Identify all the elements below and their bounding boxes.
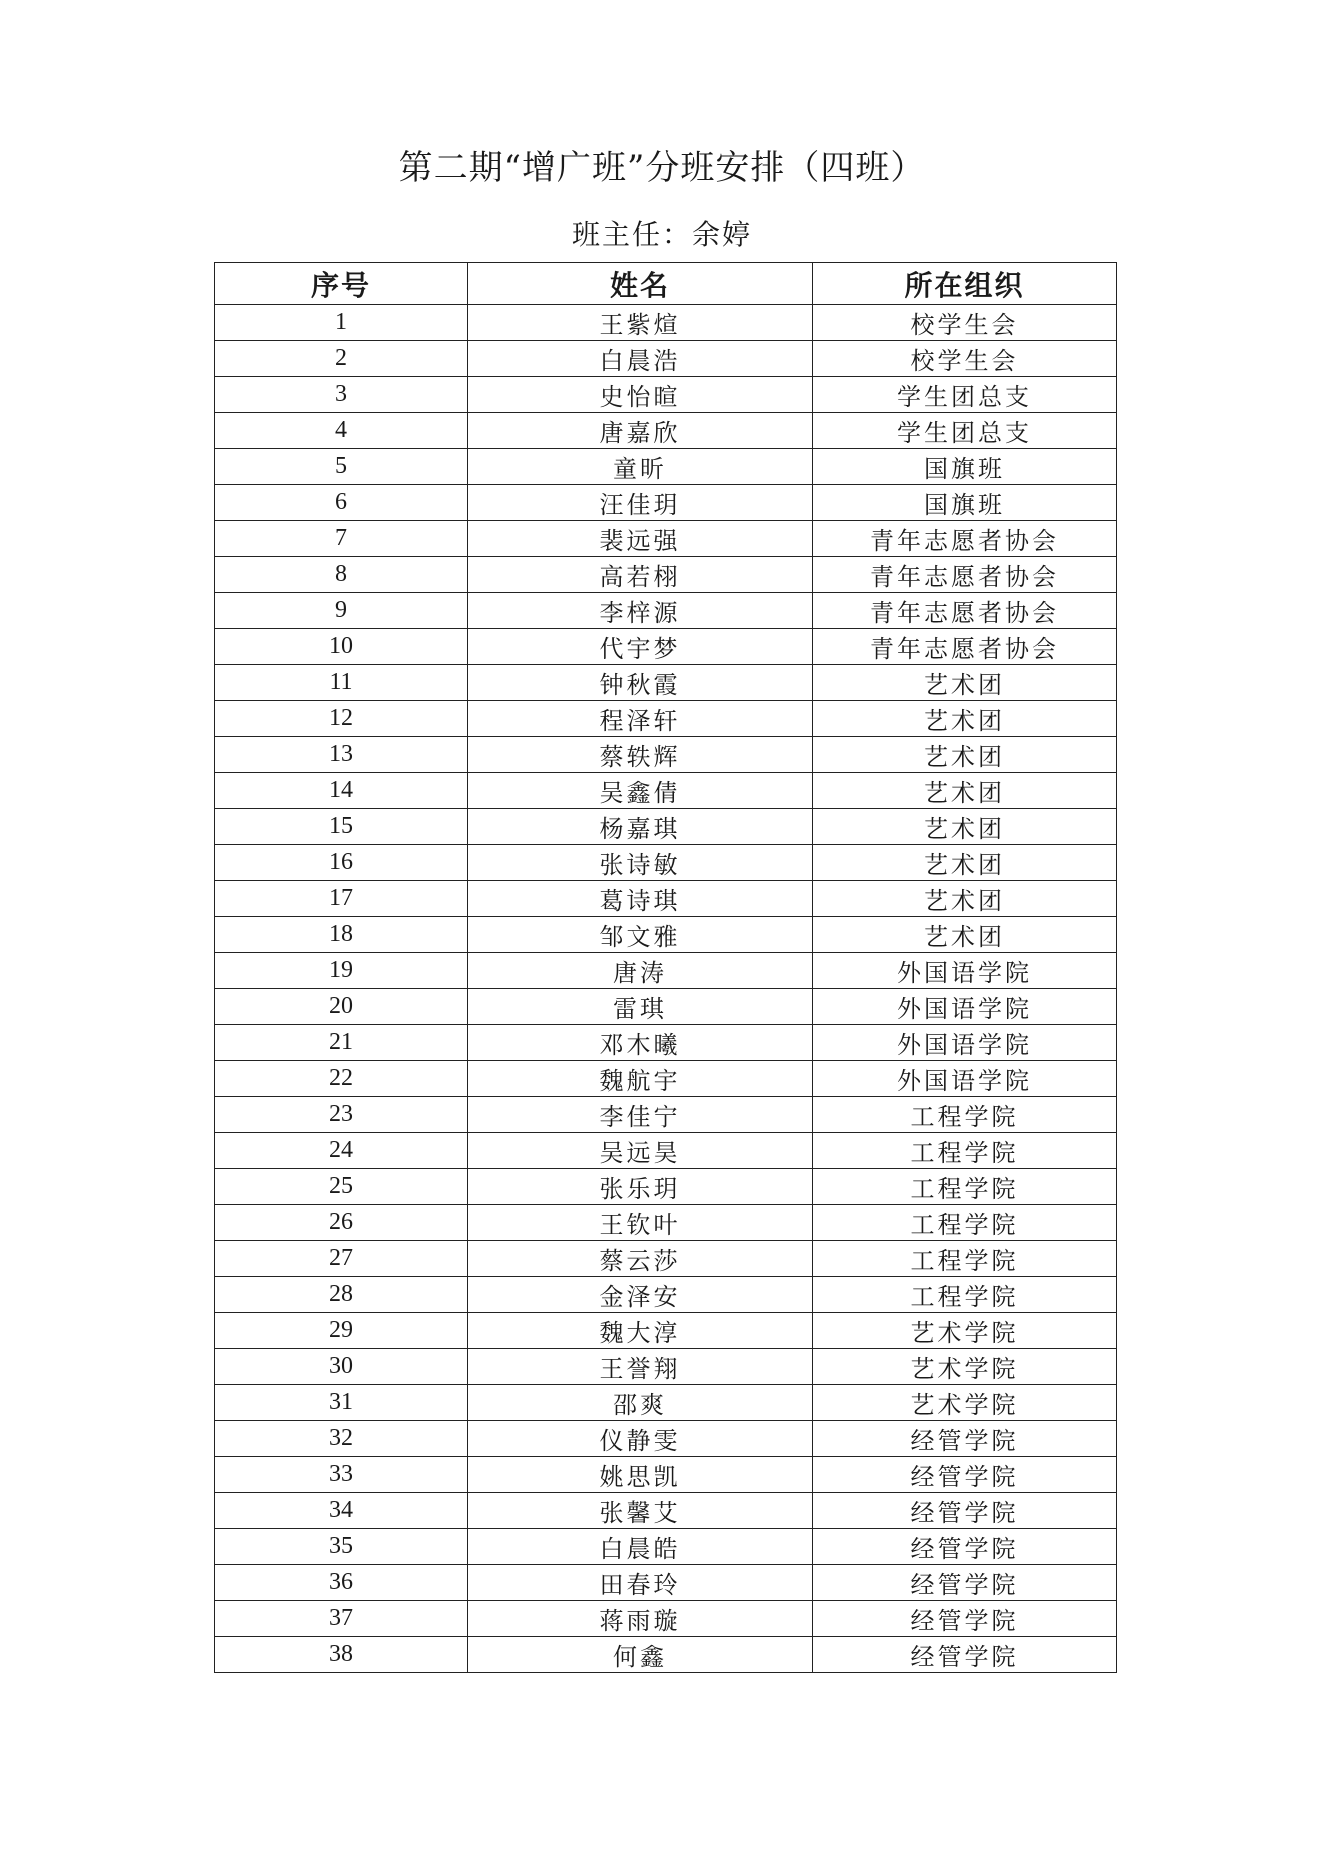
table-row <box>215 1241 1117 1277</box>
cell-org: 外国语学院 <box>813 953 1117 989</box>
cell-name: 唐嘉欣 <box>468 413 813 449</box>
cell-seq: 13 <box>215 737 468 773</box>
cell-seq: 34 <box>215 1493 468 1529</box>
cell-name: 魏航宇 <box>468 1061 813 1097</box>
table-row <box>215 341 1117 377</box>
table-row <box>215 1637 1117 1673</box>
cell-org: 国旗班 <box>813 485 1117 521</box>
cell-org: 工程学院 <box>813 1133 1117 1169</box>
cell-org: 青年志愿者协会 <box>813 557 1117 593</box>
cell-seq: 14 <box>215 773 468 809</box>
cell-seq: 35 <box>215 1529 468 1565</box>
cell-org: 外国语学院 <box>813 1025 1117 1061</box>
table-row <box>215 521 1117 557</box>
cell-name: 史怡暄 <box>468 377 813 413</box>
cell-name: 李佳宁 <box>468 1097 813 1133</box>
cell-org: 学生团总支 <box>813 377 1117 413</box>
cell-seq: 8 <box>215 557 468 593</box>
header-row <box>215 263 1117 305</box>
cell-seq: 22 <box>215 1061 468 1097</box>
table-header <box>215 263 1117 305</box>
table-row <box>215 737 1117 773</box>
cell-org: 艺术团 <box>813 881 1117 917</box>
table-body <box>215 305 1117 1673</box>
table-row <box>215 1565 1117 1601</box>
head-teacher: 班主任：余婷 <box>571 218 752 251</box>
table-row <box>215 377 1117 413</box>
cell-seq: 10 <box>215 629 468 665</box>
cell-name: 张乐玥 <box>468 1169 813 1205</box>
cell-seq: 27 <box>215 1241 468 1277</box>
column-header-org: 所在组织 <box>813 263 1117 305</box>
table-row <box>215 305 1117 341</box>
cell-org: 艺术团 <box>813 809 1117 845</box>
cell-seq: 38 <box>215 1637 468 1673</box>
table-row <box>215 1601 1117 1637</box>
cell-name: 姚思凯 <box>468 1457 813 1493</box>
cell-seq: 12 <box>215 701 468 737</box>
cell-org: 艺术团 <box>813 773 1117 809</box>
cell-org: 经管学院 <box>813 1565 1117 1601</box>
cell-name: 仪静雯 <box>468 1421 813 1457</box>
cell-seq: 6 <box>215 485 468 521</box>
table-row <box>215 881 1117 917</box>
cell-name: 童昕 <box>468 449 813 485</box>
cell-seq: 25 <box>215 1169 468 1205</box>
cell-name: 邓木曦 <box>468 1025 813 1061</box>
cell-name: 白晨皓 <box>468 1529 813 1565</box>
cell-seq: 20 <box>215 989 468 1025</box>
cell-seq: 24 <box>215 1133 468 1169</box>
cell-seq: 29 <box>215 1313 468 1349</box>
table-row <box>215 1385 1117 1421</box>
table-row <box>215 845 1117 881</box>
cell-org: 工程学院 <box>813 1241 1117 1277</box>
cell-seq: 26 <box>215 1205 468 1241</box>
cell-name: 蔡轶辉 <box>468 737 813 773</box>
table-row <box>215 989 1117 1025</box>
cell-org: 外国语学院 <box>813 1061 1117 1097</box>
cell-seq: 16 <box>215 845 468 881</box>
cell-seq: 18 <box>215 917 468 953</box>
cell-org: 艺术学院 <box>813 1349 1117 1385</box>
cell-name: 钟秋霞 <box>468 665 813 701</box>
cell-org: 经管学院 <box>813 1529 1117 1565</box>
table-row <box>215 1457 1117 1493</box>
cell-org: 工程学院 <box>813 1169 1117 1205</box>
table-row <box>215 1097 1117 1133</box>
cell-org: 校学生会 <box>813 305 1117 341</box>
cell-org: 工程学院 <box>813 1277 1117 1313</box>
column-header-seq: 序号 <box>215 263 468 305</box>
cell-name: 田春玲 <box>468 1565 813 1601</box>
table-row <box>215 1529 1117 1565</box>
cell-name: 张馨艾 <box>468 1493 813 1529</box>
table-row <box>215 953 1117 989</box>
table-row <box>215 413 1117 449</box>
cell-name: 代宇梦 <box>468 629 813 665</box>
table-row <box>215 1493 1117 1529</box>
cell-name: 魏大淳 <box>468 1313 813 1349</box>
cell-name: 葛诗琪 <box>468 881 813 917</box>
cell-seq: 36 <box>215 1565 468 1601</box>
cell-name: 何鑫 <box>468 1637 813 1673</box>
table-row <box>215 1277 1117 1313</box>
table-row <box>215 1421 1117 1457</box>
table-row <box>215 449 1117 485</box>
cell-seq: 32 <box>215 1421 468 1457</box>
cell-seq: 30 <box>215 1349 468 1385</box>
table-row <box>215 773 1117 809</box>
table-row <box>215 485 1117 521</box>
cell-org: 青年志愿者协会 <box>813 593 1117 629</box>
cell-org: 艺术学院 <box>813 1313 1117 1349</box>
cell-name: 唐涛 <box>468 953 813 989</box>
cell-org: 艺术团 <box>813 845 1117 881</box>
table-row <box>215 1313 1117 1349</box>
table-row <box>215 1169 1117 1205</box>
cell-seq: 9 <box>215 593 468 629</box>
cell-seq: 4 <box>215 413 468 449</box>
cell-org: 艺术团 <box>813 665 1117 701</box>
cell-name: 吴远昊 <box>468 1133 813 1169</box>
cell-org: 艺术团 <box>813 737 1117 773</box>
cell-name: 金泽安 <box>468 1277 813 1313</box>
cell-name: 王紫煊 <box>468 305 813 341</box>
cell-name: 汪佳玥 <box>468 485 813 521</box>
roster-table <box>214 262 1117 1673</box>
cell-name: 张诗敏 <box>468 845 813 881</box>
cell-org: 青年志愿者协会 <box>813 629 1117 665</box>
cell-name: 高若栩 <box>468 557 813 593</box>
cell-name: 雷琪 <box>468 989 813 1025</box>
cell-org: 艺术团 <box>813 917 1117 953</box>
cell-name: 王钦叶 <box>468 1205 813 1241</box>
table-row <box>215 1133 1117 1169</box>
table-row <box>215 557 1117 593</box>
table-row <box>215 809 1117 845</box>
cell-org: 艺术团 <box>813 701 1117 737</box>
cell-org: 青年志愿者协会 <box>813 521 1117 557</box>
table-row <box>215 629 1117 665</box>
cell-seq: 21 <box>215 1025 468 1061</box>
cell-org: 工程学院 <box>813 1205 1117 1241</box>
cell-name: 王誉翔 <box>468 1349 813 1385</box>
cell-seq: 3 <box>215 377 468 413</box>
cell-seq: 31 <box>215 1385 468 1421</box>
cell-seq: 23 <box>215 1097 468 1133</box>
table-row <box>215 1205 1117 1241</box>
cell-org: 外国语学院 <box>813 989 1117 1025</box>
cell-name: 程泽轩 <box>468 701 813 737</box>
cell-org: 经管学院 <box>813 1421 1117 1457</box>
cell-seq: 2 <box>215 341 468 377</box>
cell-seq: 33 <box>215 1457 468 1493</box>
cell-name: 裴远强 <box>468 521 813 557</box>
table-row <box>215 1061 1117 1097</box>
table-row <box>215 593 1117 629</box>
cell-org: 校学生会 <box>813 341 1117 377</box>
cell-name: 邹文雅 <box>468 917 813 953</box>
cell-seq: 1 <box>215 305 468 341</box>
cell-name: 蔡云莎 <box>468 1241 813 1277</box>
cell-name: 白晨浩 <box>468 341 813 377</box>
cell-seq: 28 <box>215 1277 468 1313</box>
cell-name: 蒋雨璇 <box>468 1601 813 1637</box>
cell-name: 吴鑫倩 <box>468 773 813 809</box>
cell-org: 经管学院 <box>813 1493 1117 1529</box>
cell-org: 经管学院 <box>813 1601 1117 1637</box>
cell-org: 学生团总支 <box>813 413 1117 449</box>
page-title: 第二期“增广班”分班安排（四班） <box>398 148 926 188</box>
cell-org: 经管学院 <box>813 1637 1117 1673</box>
cell-org: 国旗班 <box>813 449 1117 485</box>
cell-seq: 15 <box>215 809 468 845</box>
table-row <box>215 701 1117 737</box>
column-header-name: 姓名 <box>468 263 813 305</box>
cell-name: 杨嘉琪 <box>468 809 813 845</box>
cell-name: 李梓源 <box>468 593 813 629</box>
table-row <box>215 917 1117 953</box>
cell-seq: 17 <box>215 881 468 917</box>
table-row <box>215 1349 1117 1385</box>
cell-org: 经管学院 <box>813 1457 1117 1493</box>
cell-org: 艺术学院 <box>813 1385 1117 1421</box>
table-row <box>215 1025 1117 1061</box>
cell-seq: 37 <box>215 1601 468 1637</box>
cell-seq: 11 <box>215 665 468 701</box>
cell-org: 工程学院 <box>813 1097 1117 1133</box>
cell-seq: 19 <box>215 953 468 989</box>
cell-name: 邵爽 <box>468 1385 813 1421</box>
cell-seq: 7 <box>215 521 468 557</box>
table-row <box>215 665 1117 701</box>
cell-seq: 5 <box>215 449 468 485</box>
